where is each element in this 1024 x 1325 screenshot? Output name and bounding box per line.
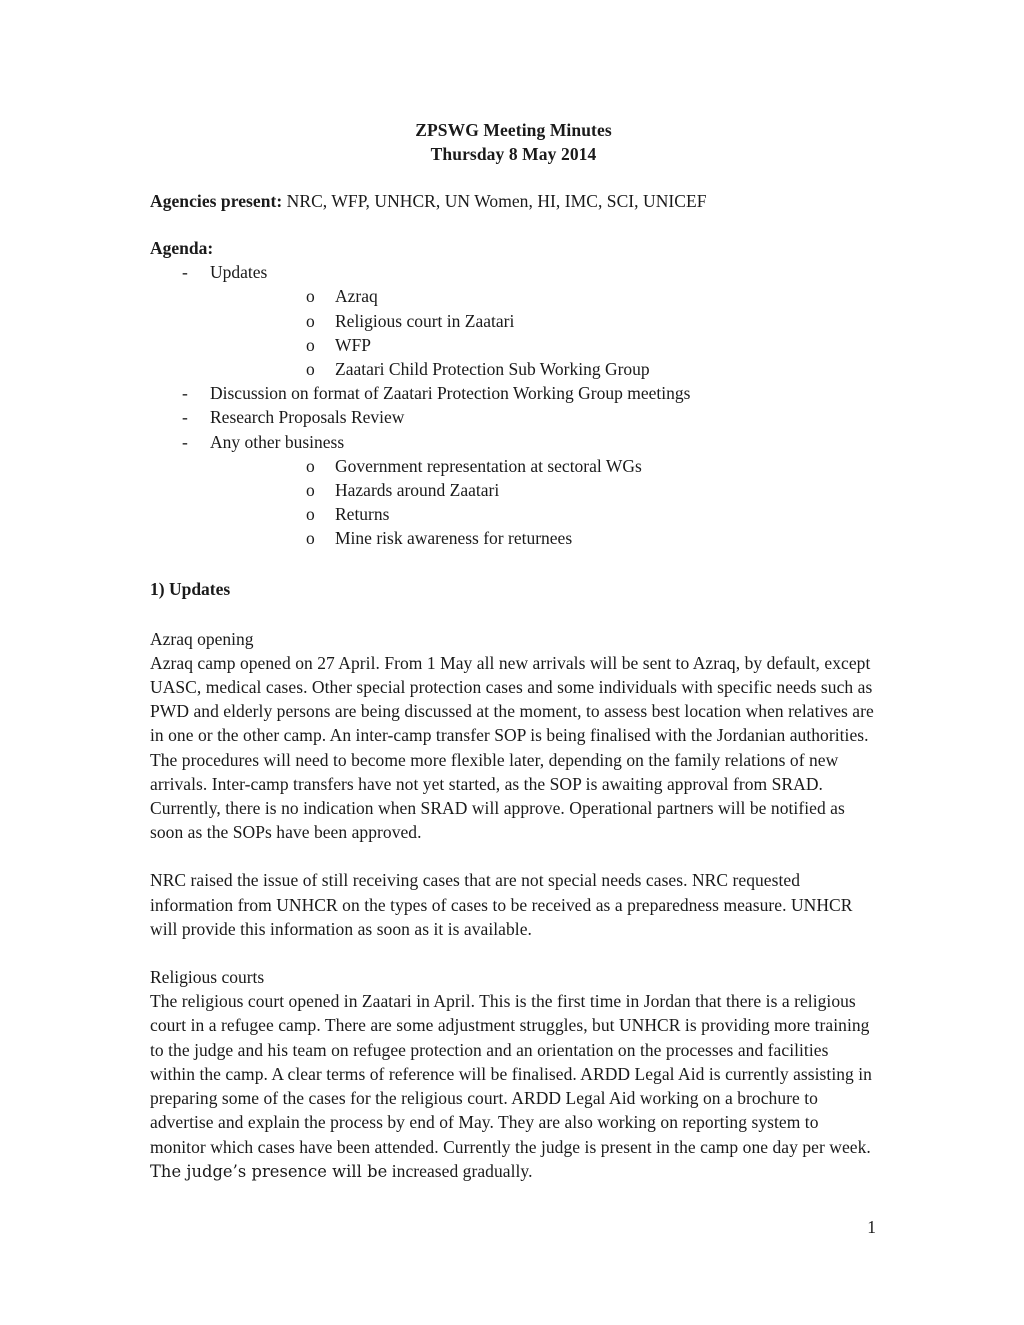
- agenda-list: [150, 260, 877, 550]
- agenda-item-label: Any other business: [210, 431, 345, 452]
- document-title: [150, 118, 877, 166]
- religious-courts-text-part-2: increased gradually.: [387, 1160, 533, 1181]
- dash-bullet-icon: -: [182, 407, 188, 428]
- religious-courts-emphasis-run: The judge’s presence will be: [150, 1161, 388, 1181]
- agenda-subitem-label: WFP: [335, 334, 371, 355]
- circle-bullet-icon: o: [306, 455, 315, 476]
- agenda-item-label: Updates: [210, 262, 268, 283]
- agenda-item-label: Discussion on format of Zaatari Protection Working Group meetings: [210, 383, 691, 404]
- spacer: [150, 844, 877, 868]
- agenda-subitem-label: Zaatari Child Protection Sub Working Group: [335, 359, 650, 380]
- title-line-1: ZPSWG Meeting Minutes: [415, 120, 612, 140]
- paragraph-religious-courts: [150, 989, 877, 1184]
- agenda-item: [150, 381, 877, 405]
- dash-bullet-icon: -: [182, 383, 188, 404]
- agenda-subitem-label: Hazards around Zaatari: [335, 480, 500, 501]
- agenda-subitem: [210, 502, 877, 526]
- agenda-subitem-label: Azraq: [335, 286, 378, 307]
- circle-bullet-icon: o: [306, 310, 315, 331]
- agenda-item: [150, 260, 877, 381]
- agenda-sublist: [210, 454, 877, 551]
- agencies-present-line: [150, 189, 877, 213]
- agenda-subitem-label: Mine risk awareness for returnees: [335, 528, 573, 549]
- circle-bullet-icon: o: [306, 528, 315, 549]
- circle-bullet-icon: o: [306, 359, 315, 380]
- circle-bullet-icon: o: [306, 480, 315, 501]
- spacer: [150, 551, 877, 577]
- paragraph-nrc-cases: NRC raised the issue of still receiving cases that are not special needs cases. NRC requested information from UNHCR on the types of cases to be received as a preparedness measure. UNHCR will provide this information as soon as it is available.: [150, 870, 853, 939]
- circle-bullet-icon: o: [306, 504, 315, 525]
- agenda-subitem: [210, 454, 877, 478]
- agenda-sublist: [210, 284, 877, 381]
- agenda-item: [150, 405, 877, 429]
- agenda-subitem: [210, 309, 877, 333]
- spacer: [150, 601, 877, 627]
- page-number: 1: [867, 1217, 876, 1237]
- agenda-subitem-label: Government representation at sectoral WGs: [335, 455, 642, 476]
- agenda-heading: Agenda:: [150, 238, 214, 259]
- circle-bullet-icon: o: [306, 286, 315, 307]
- agenda-subitem: [210, 333, 877, 357]
- paragraph-azraq-opening: Azraq camp opened on 27 April. From 1 May all new arrivals will be sent to Azraq, by default, except UASC, medical cases. Other special protection cases and some individuals with specific needs such as PWD and elderly persons are being discussed at the moment, to assess best location when relatives are in one or the other camp. An inter-camp transfer SOP is being finalised with the Jordanian authorities. The procedures will need to become more flexible later, depending on the family relations of new arrivals. Inter-camp transfers have not yet started, as the SOP is awaiting approval from SRAD. Currently, there is no indication when SRAD will approve. Operational partners will be notified as soon as the SOPs have been approved.: [150, 652, 874, 843]
- agenda-subitem-label: Religious court in Zaatari: [335, 310, 515, 331]
- agenda-subitem-label: Returns: [335, 504, 390, 525]
- agencies-present-list: NRC, WFP, UNHCR, UN Women, HI, IMC, SCI, UNICEF: [282, 191, 707, 211]
- title-line-2: Thursday 8 May 2014: [430, 144, 597, 164]
- section-heading-updates: 1) Updates: [150, 578, 231, 599]
- subheading-religious-courts: Religious courts: [150, 967, 265, 988]
- agenda-subitem: [210, 357, 877, 381]
- agenda-item-label: Research Proposals Review: [210, 407, 405, 428]
- circle-bullet-icon: o: [306, 334, 315, 355]
- agenda-subitem: [210, 478, 877, 502]
- spacer: [150, 213, 877, 236]
- spacer: [150, 166, 877, 189]
- spacer: [150, 941, 877, 965]
- agenda-subitem: [210, 526, 877, 550]
- dash-bullet-icon: -: [182, 431, 188, 452]
- religious-courts-text-part-1: The religious court opened in Zaatari in April. This is the first time in Jordan that there is a religious court in a refugee camp. There are some adjustment struggles, but UNHCR is providing more training to the judge and his team on refugee protection and an orientation on the processes and facilities within the camp. A clear terms of reference will be finalised. ARDD Legal Aid is currently assisting in preparing some of the cases for the religious court. ARDD Legal Aid working on a brochure to advertise and explain the process by end of May. They are also working on reporting system to monitor which cases have been attended. Currently the judge is present in the camp one day per week.: [150, 991, 872, 1157]
- agenda-item: [150, 430, 877, 551]
- agencies-present-label: Agencies present:: [150, 191, 283, 211]
- document-body: [150, 118, 877, 1184]
- dash-bullet-icon: -: [182, 262, 188, 283]
- subheading-azraq-opening: Azraq opening: [150, 628, 254, 649]
- agenda-subitem: [210, 284, 877, 308]
